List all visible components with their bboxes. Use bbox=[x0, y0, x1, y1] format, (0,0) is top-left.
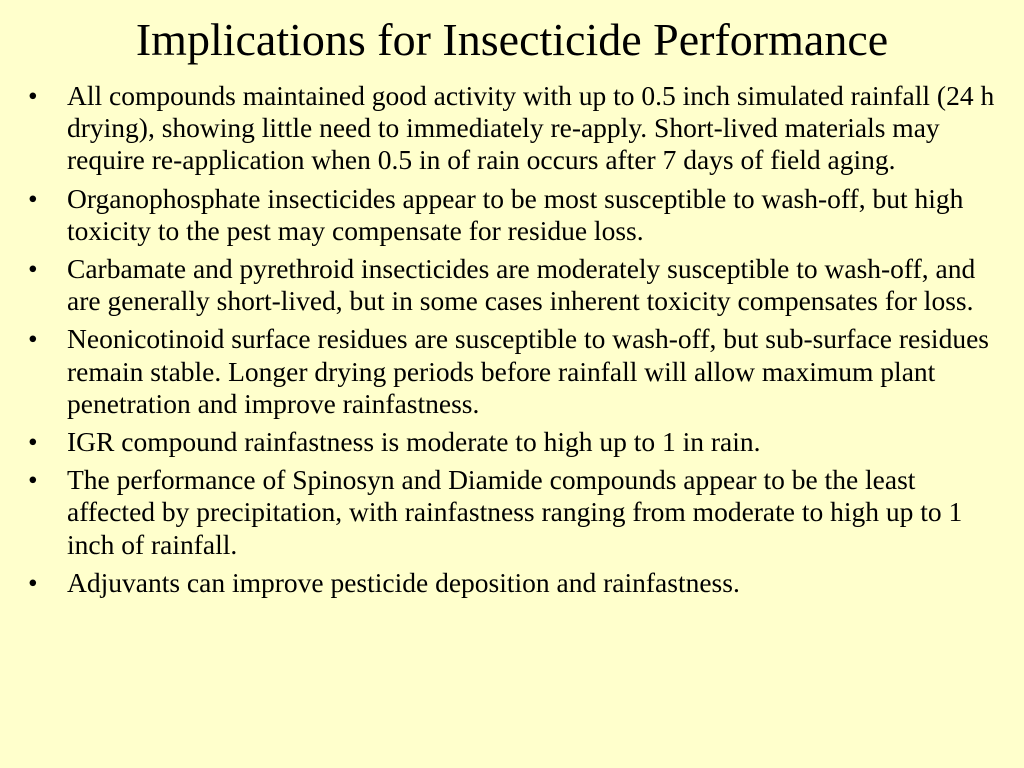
bullet-dot-icon: • bbox=[28, 182, 38, 214]
bullet-text: Carbamate and pyrethroid insecticides are moderately susceptible to wash-off, and are generally short-lived, but in some cases inherent toxicity compensates for loss. bbox=[67, 253, 976, 317]
bullet-item bbox=[28, 464, 998, 561]
bullet-item bbox=[28, 253, 998, 317]
bullet-item bbox=[28, 567, 998, 599]
bullet-text: The performance of Spinosyn and Diamide compounds appear to be the least affected by precipitation, with rainfastness ranging from moderate to high up to 1 inch of rainfall. bbox=[67, 464, 963, 560]
bullet-list bbox=[28, 80, 998, 605]
bullet-text: Organophosphate insecticides appear to be most susceptible to wash-off, but high toxicity to the pest may compensate for residue loss. bbox=[67, 182, 964, 246]
bullet-dot-icon: • bbox=[28, 253, 38, 285]
bullet-dot-icon: • bbox=[28, 323, 38, 355]
bullet-text: Adjuvants can improve pesticide deposition and rainfastness. bbox=[67, 566, 740, 598]
bullet-item bbox=[28, 426, 998, 458]
bullet-dot-icon: • bbox=[28, 426, 38, 458]
bullet-dot-icon: • bbox=[28, 80, 38, 111]
slide-title: Implications for Insecticide Performance bbox=[135, 14, 889, 65]
bullet-dot-icon: • bbox=[28, 464, 38, 496]
bullet-text: IGR compound rainfastness is moderate to high up to 1 in rain. bbox=[67, 426, 761, 458]
bullet-item bbox=[28, 183, 998, 247]
bullet-dot-icon: • bbox=[28, 566, 38, 598]
bullet-text: Neonicotinoid surface residues are susceptible to wash-off, but sub-surface residues remain stable. Longer drying periods before rainfall will allow maximum plant penetration and improve rainfastness. bbox=[67, 323, 989, 419]
bullet-item bbox=[28, 80, 998, 177]
bullet-item bbox=[28, 323, 998, 420]
bullet-text: All compounds maintained good activity with up to 0.5 inch simulated rainfall (24 h drying), showing little need to immediately re-apply. Short-lived materials may require re-application when 0.5 in of rain occurs after 7 days of field aging. bbox=[67, 80, 995, 176]
